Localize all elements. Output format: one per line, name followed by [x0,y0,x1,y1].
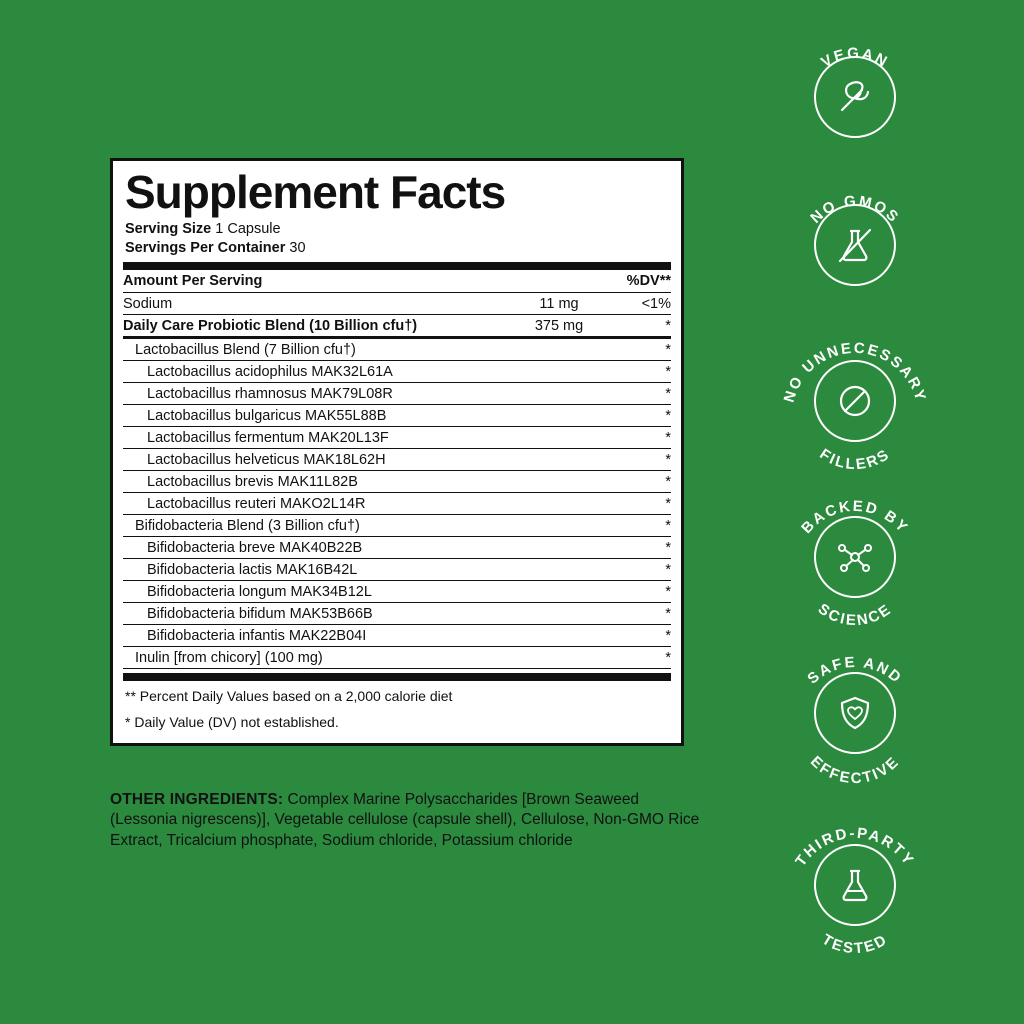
ingredient-amount [499,603,619,625]
ingredient-dv: * [619,603,671,625]
badge-vegan [760,30,950,180]
nutrition-table [123,270,671,293]
amount-per-serving-header: Amount Per Serving [123,270,499,293]
badge-no-fillers-top-label: NO UNNECESSARY [780,339,930,405]
ingredient-name: Lactobacillus reuteri MAKO2L14R [123,493,499,515]
ingredient-name: Lactobacillus rhamnosus MAK79L08R [123,383,499,405]
ingredient-amount: 11 mg [499,293,619,315]
badge-third-party-tested [760,818,950,968]
nutrition-rows-table [123,293,671,669]
ingredient-name: Bifidobacteria longum MAK34B12L [123,581,499,603]
badge-science-circle [814,516,896,598]
table-row [123,625,671,647]
ingredient-name: Lactobacillus helveticus MAK18L62H [123,449,499,471]
ingredient-amount [499,647,619,669]
other-ingredients-label: OTHER INGREDIENTS: [110,791,284,808]
ingredient-amount [499,471,619,493]
table-row [123,293,671,315]
ingredient-dv: * [619,471,671,493]
shield-heart-icon [832,690,878,736]
badge-no-gmos [760,178,950,328]
ingredient-amount [499,427,619,449]
ingredient-dv: * [619,449,671,471]
ingredient-name: Sodium [123,293,499,315]
ingredient-name: Lactobacillus Blend (7 Billion cfu†) [123,338,499,361]
ingredient-name: Bifidobacteria breve MAK40B22B [123,537,499,559]
ingredient-dv: * [619,383,671,405]
ingredient-amount [499,537,619,559]
ingredient-dv: <1% [619,293,671,315]
ingredient-amount [499,449,619,471]
ingredient-amount [499,383,619,405]
badge-no-gmos-top-label: NO GMOS [807,192,903,227]
ingredient-dv: * [619,361,671,383]
badge-backed-by-science [760,490,950,640]
footnote-percent-dv: ** Percent Daily Values based on a 2,000 calorie diet [125,688,453,705]
leaf-icon [832,74,878,120]
ingredient-dv: * [619,625,671,647]
badge-no-gmos-circle [814,204,896,286]
badge-safe-top-label: SAFE AND [804,653,906,688]
ingredient-name: Inulin [from chicory] (100 mg) [123,647,499,669]
table-row [123,537,671,559]
table-row [123,338,671,361]
table-header-row [123,270,671,293]
table-row [123,493,671,515]
badge-safe-effective [760,646,950,796]
table-row [123,405,671,427]
badge-tested-circle [814,844,896,926]
ingredient-dv: * [619,405,671,427]
page-title: Supplement Facts [125,166,506,218]
badge-no-fillers-circle [814,360,896,442]
table-row [123,315,671,338]
ingredient-amount [499,559,619,581]
badge-tested-top-label: THIRD-PARTY [792,824,918,870]
ingredient-amount [499,338,619,361]
ingredient-name: Daily Care Probiotic Blend (10 Billion cfu†) [123,315,499,338]
badge-vegan-circle [814,56,896,138]
flask-crossed-out-icon [832,222,878,268]
badge-no-fillers [760,334,950,484]
table-row [123,449,671,471]
ingredient-dv: * [619,315,671,338]
ingredient-name: Lactobacillus acidophilus MAK32L61A [123,361,499,383]
nutrition-table-body [123,270,671,293]
ingredient-amount [499,625,619,647]
ingredient-name: Lactobacillus brevis MAK11L82B [123,471,499,493]
badge-vegan-top-label: VEGAN [818,44,892,72]
ingredient-name: Bifidobacteria infantis MAK22B04I [123,625,499,647]
ingredient-amount [499,581,619,603]
ingredient-dv: * [619,515,671,537]
divider-thick-bottom [123,673,671,681]
ingredient-name: Bifidobacteria lactis MAK16B42L [123,559,499,581]
other-ingredients-text: Complex Marine Polysaccharides [Brown Seaweed (Lessonia nigrescens)], Vegetable cellulose (capsule shell), Cellulose, Non-GMO Rice Extract, Tricalcium phosphate, Sodium chloride, Potassium chloride [110,791,700,849]
servings-per-container-value: 30 [289,240,306,257]
amount-column-header [499,270,619,293]
table-row [123,471,671,493]
table-row [123,603,671,625]
badge-safe-bottom-label: EFFECTIVE [806,752,904,788]
pill-crossed-out-icon [832,378,878,424]
badge-column [760,30,960,990]
ingredient-name: Bifidobacteria Blend (3 Billion cfu†) [123,515,499,537]
ingredient-amount [499,361,619,383]
dv-column-header: %DV** [619,270,671,293]
ingredient-dv: * [619,427,671,449]
badge-science-bottom-label: SCIENCE [814,600,896,630]
badge-science-top-label: BACKED BY [798,497,912,538]
serving-size-row [125,220,671,239]
ingredient-amount [499,515,619,537]
footnote-dv-not-established: * Daily Value (DV) not established. [125,714,339,731]
nutrition-rows-body [123,293,671,669]
table-row [123,559,671,581]
flask-icon [832,862,878,908]
table-row [123,361,671,383]
serving-size-value: 1 Capsule [215,220,281,237]
ingredient-dv: * [619,647,671,669]
other-ingredients [110,790,710,851]
ingredient-name: Lactobacillus fermentum MAK20L13F [123,427,499,449]
table-row [123,581,671,603]
table-row [123,427,671,449]
badge-no-fillers-bottom-label: FILLERS [816,445,894,474]
table-row [123,515,671,537]
ingredient-name: Lactobacillus bulgaricus MAK55L88B [123,405,499,427]
molecule-icon [832,534,878,580]
nutrition-rows-host [123,293,671,669]
divider-thick-top [123,262,671,270]
ingredient-name: Bifidobacteria bifidum MAK53B66B [123,603,499,625]
ingredient-dv: * [619,559,671,581]
badge-safe-circle [814,672,896,754]
badge-tested-bottom-label: TESTED [818,930,892,958]
ingredient-amount [499,493,619,515]
ingredient-dv: * [619,338,671,361]
ingredient-dv: * [619,537,671,559]
table-row [123,647,671,669]
ingredient-amount [499,405,619,427]
ingredient-dv: * [619,493,671,515]
serving-size-label: Serving Size [125,220,212,237]
ingredient-dv: * [619,581,671,603]
servings-per-container-row [125,239,671,258]
servings-per-container-label: Servings Per Container [125,240,286,257]
ingredient-amount: 375 mg [499,315,619,338]
table-row [123,383,671,405]
supplement-facts-panel [110,158,684,746]
